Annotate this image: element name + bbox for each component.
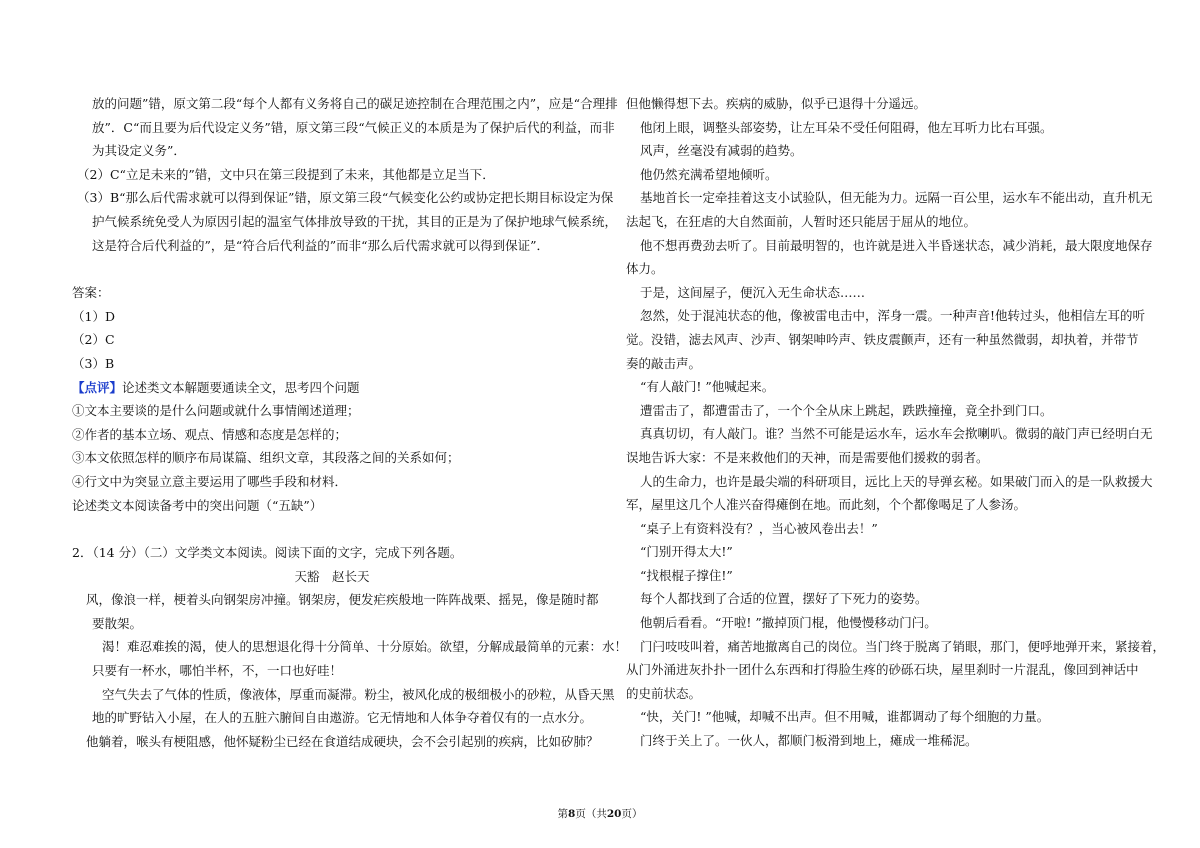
comment-point: ④行文中为突显立意主要运用了哪些手段和材料． xyxy=(72,473,348,489)
comment-point: ③本文依照怎样的顺序布局谋篇、组织文章，其段落之间的关系如何； xyxy=(72,450,460,466)
story-line: 地的旷野钻入小屋，在人的五脏六腑间自由遨游。它无情地和人体争夺着仅有的一点水分。 xyxy=(92,710,593,726)
story-line: 只要有一杯水，哪怕半杯，不，一口也好哇！ xyxy=(92,663,343,679)
story-line: 体力。 xyxy=(626,261,664,277)
story-line: 他朝后看看。“开啦! ”撤掉顶门棍，他慢慢移动门闩。 xyxy=(640,615,937,631)
story-line: 遭雷击了，都遭雷击了，一个个全从床上跳起，跌跌撞撞，竟全扑到门口。 xyxy=(640,402,1053,418)
comment-line xyxy=(72,376,592,400)
footer-middle: 页（共 xyxy=(575,808,607,820)
story-line: 风声，丝毫没有减弱的趋势。 xyxy=(640,143,803,159)
story-line: 真真切切，有人敲门。谁？当然不可能是运水车，运水车会揿喇叭。微弱的敲门声已经明白无 xyxy=(640,426,1153,442)
story-line: “桌子上有资料没有？，当心被风卷出去！” xyxy=(640,520,878,536)
story-line: 的史前状态。 xyxy=(626,685,702,701)
comment-tag: 【点评】 xyxy=(72,379,123,395)
story-line: 他躺着，喉头有梗阻感，他怀疑粉尘已经在食道结成硬块，会不会引起别的疾病，比如矽肺？ xyxy=(86,733,599,749)
story-line: 从门外涌进灰扑扑一团什么东西和打得脸生疼的砂砾石块，屋里刹时一片混乱，像回到神话中 xyxy=(626,662,1139,678)
comment-point: ①文本主要谈的是什么问题或就什么事情阐述道理； xyxy=(72,403,360,419)
story-line: “找根棍子撑住!” xyxy=(640,567,733,583)
story-line: 他闭上眼，调整头部姿势，让左耳朵不受任何阻碍，他左耳听力比右耳强。 xyxy=(640,119,1053,135)
analysis-1-line: 放的问题”错，原文第二段“每个人都有义务将自己的碳足迹控制在合理范围之内”，应是“合理排 xyxy=(92,96,618,111)
story-line: 忽然，处于混沌状态的他，像被雷电击中，浑身一震。一种声音!他转过头，他相信左耳的听 xyxy=(640,308,1146,324)
analysis-3-line: 这是符合后代利益的”，是“符合后代利益的”而非“那么后代需求就可以得到保证”． xyxy=(92,237,549,253)
analysis-1-line: 放”．C“而且要为后代设定义务”错，原文第三段“气候正义的本质是为了保护后代的利益，而非 xyxy=(92,119,615,135)
page-total: 20 xyxy=(606,808,622,820)
comment-point: ②作者的基本立场、观点、情感和态度是怎样的； xyxy=(72,426,348,442)
analysis-3-line: 护气候系统免受人为原因引起的温室气体排放导致的干扰，其目的正是为了保护地球气候系统， xyxy=(92,213,618,229)
analysis-2: （2）C“立足未来的”错，文中只在第三段提到了未来，其他都是立足当下． xyxy=(77,166,495,182)
comment-tail: 论述类文本阅读备考中的突出问题（“五缺”） xyxy=(72,497,323,513)
story-line: 风，像浪一样，梗着头向钢架房冲撞。钢架房，便发疟疾般地一阵阵战栗、摇晃，像是随时都 xyxy=(86,592,599,608)
story-line: 基地首长一定牵挂着这支小试验队，但无能为力。远隔一百公里，运水车不能出动，直升机无 xyxy=(640,190,1153,206)
story-line: 军，屋里这几个人准兴奋得瘫倒在地。而此刻，个个都像喝足了人参汤。 xyxy=(626,497,1027,513)
story-line: 人的生命力，也许是最尖端的科研项目，远比上天的导弹玄秘。如果破门而入的是一队救援大 xyxy=(640,473,1153,489)
story-line: 每个人都找到了合适的位置，摆好了下死力的姿势。 xyxy=(640,591,928,607)
right-column xyxy=(626,92,1166,753)
story-line: 但他懒得想下去。疾病的威胁，似乎已退得十分遥远。 xyxy=(626,96,927,111)
answer-item: （2）C xyxy=(72,332,115,348)
analysis-1-line: 为其设定义务”． xyxy=(92,143,186,159)
analysis-3-line: （3）B“那么后代需求就可以得到保证”错，原文第三段“气候变化公约或协定把长期目标设定为保 xyxy=(77,190,614,206)
story-line: 他仍然充满希望地倾听。 xyxy=(640,166,778,182)
story-line: 门终于关上了。一伙人，都顺门板滑到地上，瘫成一堆稀泥。 xyxy=(640,733,978,749)
story-line: 渴！难忍难挨的渴，使人的思想退化得十分简单、十分原始。欲望，分解成最简单的元素：水！ xyxy=(102,639,628,655)
page-footer xyxy=(0,806,1200,821)
story-line: 误地告诉大家：不是来救他们的天神，而是需要他们援救的弱者。 xyxy=(626,449,989,465)
story-line: 奏的敲击声。 xyxy=(626,355,702,371)
story-line: 于是，这间屋子，便沉入无生命状态…… xyxy=(640,284,866,300)
story-title: 天豁 赵长天 xyxy=(294,568,370,584)
answer-item: （1）D xyxy=(72,308,115,324)
story-line: “快，关门! ”他喊，却喊不出声。但不用喊，谁都调动了每个细胞的力量。 xyxy=(640,709,1050,725)
story-line: “门别开得太大!” xyxy=(640,544,733,560)
left-column xyxy=(72,92,628,753)
page-number: 8 xyxy=(568,808,576,820)
footer-suffix: 页） xyxy=(621,808,643,820)
story-line: 他不想再费劲去听了。目前最明智的，也许就是进入半昏迷状态，减少消耗，最大限度地保存 xyxy=(640,237,1153,253)
comment-text: 论述类文本解题要通读全文，思考四个问题 xyxy=(122,379,360,395)
story-line: 法起飞，在狂虐的大自然面前，人暂时还只能居于屈从的地位。 xyxy=(626,213,977,229)
answer-label: 答案： xyxy=(72,285,110,301)
story-line: “有人敲门! ”他喊起来。 xyxy=(640,379,775,395)
story-line: 门闩吱吱叫着，痛苦地撤离自己的岗位。当门终于脱离了销眼，那门，便呼地弹开来，紧接着， xyxy=(640,638,1166,654)
story-line: 空气失去了气体的性质，像液体，厚重而凝滞。粉尘，被风化成的极细极小的砂粒，从昏天黑 xyxy=(102,686,615,702)
story-line: 觉。没错，滤去风声、沙声、钢架呻吟声、铁皮震颤声，还有一种虽然微弱，却执着，并带节 xyxy=(626,331,1139,347)
footer-prefix: 第 xyxy=(557,808,569,820)
question-header: 2．（14 分）（二）文学类文本阅读。阅读下面的文字，完成下列各题。 xyxy=(72,545,463,561)
story-line: 要散架。 xyxy=(92,615,143,631)
answer-item: （3）B xyxy=(72,355,115,371)
